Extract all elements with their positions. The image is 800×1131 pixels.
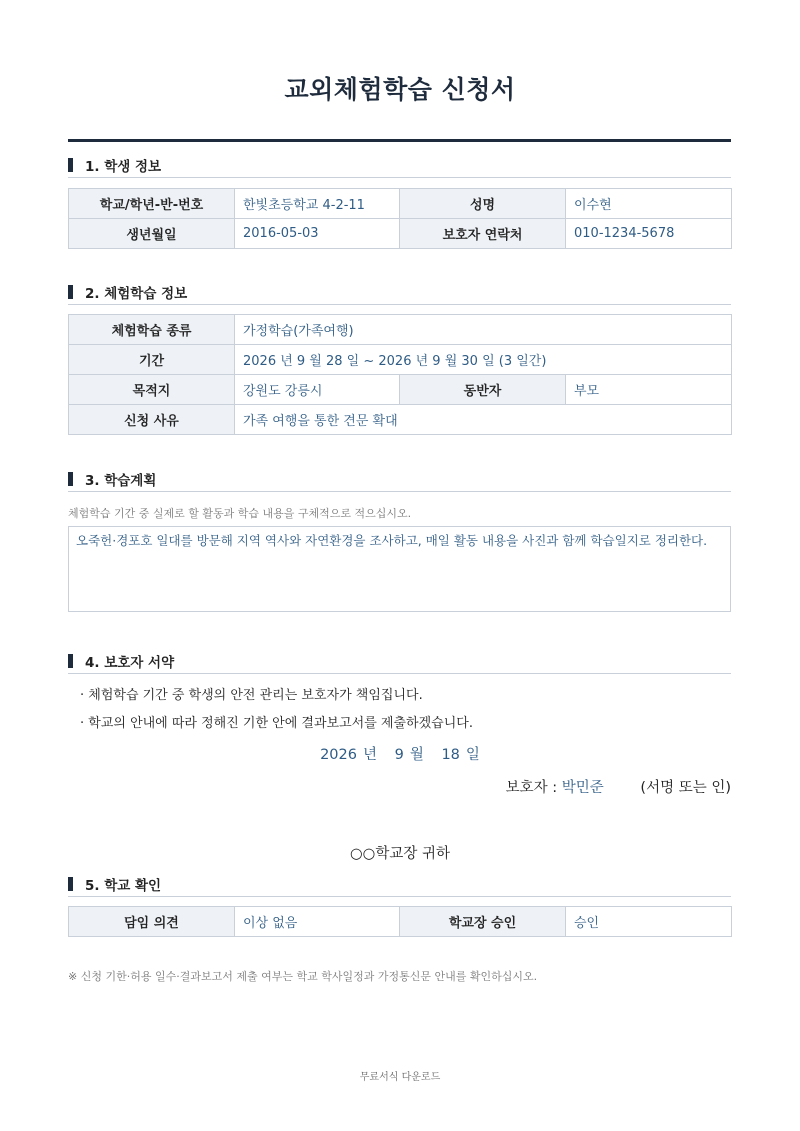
title-rule (68, 139, 731, 142)
section-school-heading (68, 874, 731, 897)
name-label: 성명 (400, 189, 566, 219)
table-row (69, 315, 732, 345)
table-row (69, 345, 732, 375)
date-year-unit: 년 (362, 747, 377, 763)
table-row (69, 907, 732, 937)
date-month[interactable]: 9 (394, 747, 404, 763)
student-info-table (68, 188, 732, 249)
section-guardian-title: 4. 보호자 서약 (85, 655, 175, 671)
type-label: 체험학습 종류 (69, 315, 235, 345)
section-guardian-heading (68, 651, 731, 674)
section-plan-heading (68, 469, 731, 492)
type-value[interactable]: 가정학습(가족여행) (235, 315, 732, 345)
date-month-unit: 월 (409, 747, 424, 763)
pledge-item: · 체험학습 기간 중 학생의 안전 관리는 보호자가 책임집니다. (80, 688, 423, 703)
school-grade-label: 학교/학년-반-번호 (69, 189, 235, 219)
date-year[interactable]: 2026 (320, 747, 357, 763)
table-row (69, 189, 732, 219)
plan-hint: 체험학습 기간 중 실제로 할 활동과 학습 내용을 구체적으로 적으십시오. (68, 507, 412, 520)
section-student-heading (68, 155, 731, 178)
destination-value[interactable]: 강원도 강릉시 (235, 375, 400, 405)
teacher-opinion-value[interactable]: 이상 없음 (235, 907, 400, 937)
period-label: 기간 (69, 345, 235, 375)
section-marker (68, 158, 73, 172)
page-title: 교외체험학습 신청서 (284, 75, 516, 104)
date-day-unit: 일 (465, 747, 480, 763)
reason-label: 신청 사유 (69, 405, 235, 435)
section-student-title: 1. 학생 정보 (85, 159, 162, 175)
companion-label: 동반자 (400, 375, 566, 405)
name-value[interactable]: 이수현 (566, 189, 732, 219)
guardian-sign-name[interactable]: 박민준 (561, 780, 604, 796)
section-plan-title: 3. 학습계획 (85, 473, 157, 489)
pledge-item: · 학교의 안내에 따라 정해진 기한 안에 결과보고서를 제출하겠습니다. (80, 716, 473, 731)
plan-textarea[interactable]: 오죽헌·경포호 일대를 방문해 지역 역사와 자연환경을 조사하고, 매일 활동 내용을 사진과 함께 학습일지로 정리한다. (68, 526, 731, 612)
date-day[interactable]: 18 (441, 747, 460, 763)
experience-info-table (68, 314, 732, 435)
section-experience-heading (68, 282, 731, 305)
birth-label: 생년월일 (69, 219, 235, 249)
guardian-signature-line (506, 776, 731, 797)
table-row (69, 405, 732, 435)
principal-approval-value[interactable]: 승인 (566, 907, 732, 937)
section-school-title: 5. 학교 확인 (85, 878, 162, 894)
section-marker (68, 654, 73, 668)
school-confirm-table (68, 906, 732, 937)
guardian-sign-label: 보호자 : (505, 780, 558, 796)
table-row (69, 375, 732, 405)
teacher-opinion-label: 담임 의견 (69, 907, 235, 937)
section-marker (68, 472, 73, 486)
guardian-sign-suffix: (서명 또는 인) (640, 780, 731, 796)
signature-date (0, 743, 800, 764)
principal-approval-label: 학교장 승인 (400, 907, 566, 937)
guardian-contact-label: 보호자 연락처 (400, 219, 566, 249)
guardian-contact-value[interactable]: 010-1234-5678 (566, 219, 732, 249)
section-experience-title: 2. 체험학습 정보 (85, 286, 188, 302)
period-value[interactable]: 2026 년 9 월 28 일 ~ 2026 년 9 월 30 일 (3 일간) (235, 345, 732, 375)
birth-value[interactable]: 2016-05-03 (235, 219, 400, 249)
section-marker (68, 285, 73, 299)
footnote: ※ 신청 기한·허용 일수·결과보고서 제출 여부는 학교 학사일정과 가정통신문 안내를 확인하십시오. (68, 970, 538, 983)
school-grade-value[interactable]: 한빛초등학교 4-2-11 (235, 189, 400, 219)
table-row (69, 219, 732, 249)
footer-link[interactable]: 무료서식 다운로드 (359, 1072, 441, 1083)
addressee: ○○학교장 귀하 (350, 846, 450, 862)
section-marker (68, 877, 73, 891)
reason-value[interactable]: 가족 여행을 통한 견문 확대 (235, 405, 732, 435)
companion-value[interactable]: 부모 (566, 375, 732, 405)
destination-label: 목적지 (69, 375, 235, 405)
